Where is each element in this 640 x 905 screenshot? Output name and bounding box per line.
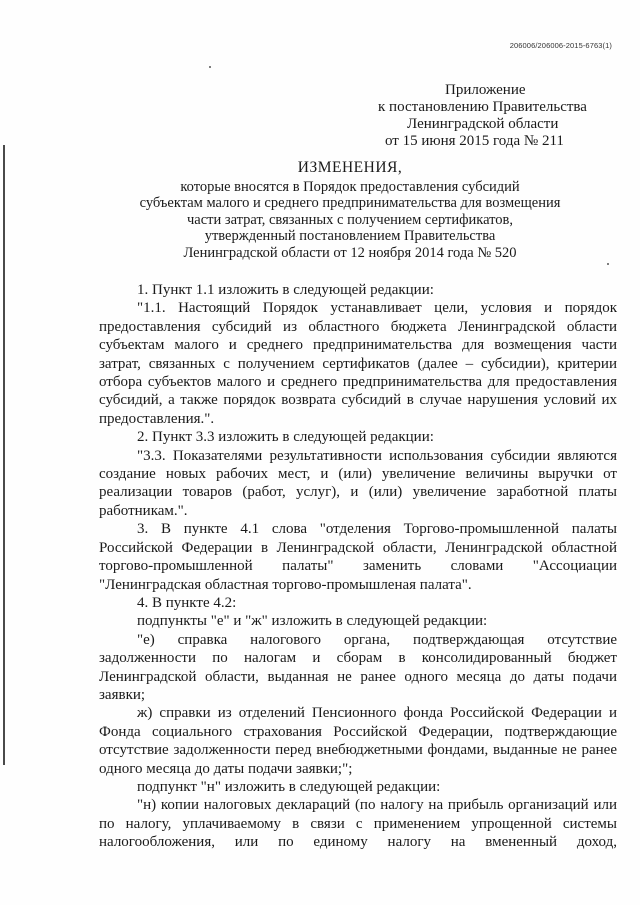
document-body — [99, 281, 617, 852]
subtitle-line: утвержденный постановлением Правительства — [204, 228, 496, 245]
appendix-line: Приложение — [445, 82, 526, 98]
subtitle-line: части затрат, связанных с получением сертификатов, — [186, 211, 514, 228]
paragraph: "н) копии налоговых деклараций (по налогу на прибыль организаций или по налогу, уплачиваемому в связи с применением упрощенной системы налогообложения, или по единому налогу на вмененный доход, — [99, 797, 617, 851]
appendix-block — [377, 82, 617, 150]
document-id: 206006/206006-2015-6763(1) — [509, 41, 612, 50]
paragraph: подпункты "е" и "ж" изложить в следующей редакции: — [137, 613, 488, 630]
paragraph: "1.1. Настоящий Порядок устанавливает цели, условия и порядок предоставления субсидий из областного бюджета Ленинградской области субъектам малого и среднего предпринимательства для возмещения части затрат, связанных с получением сертификатов (далее – субсидии), критерии отбора субъектов малого и среднего предпринимательства для предоставления субсидий, а также порядок возврата субсидий в случае нарушения условий их предоставления.". — [99, 300, 617, 427]
paragraph: подпункт "н" изложить в следующей редакции: — [137, 778, 441, 795]
paragraph: 3. В пункте 4.1 слова "отделения Торгово-промышленной палаты Российской Федерации в Ленинградской области, Ленинградской областной торгово-промышленной палаты" заменить словами "Ассоциации "Ленинградская областная торгово-промышленая палата". — [99, 521, 617, 593]
paragraph: 4. В пункте 4.2: — [137, 594, 237, 611]
subtitle-line: Ленинградской области от 12 ноября 2014 года № 520 — [183, 244, 517, 261]
subtitle-line: субъектам малого и среднего предпринимательства для возмещения — [139, 195, 561, 212]
scan-speck — [209, 66, 211, 68]
appendix-line: к постановлению Правительства — [378, 99, 587, 115]
paragraph: ж) справки из отделений Пенсионного фонда Российской Федерации и Фонда социального страхования Российской Федерации, подтверждающие отсутствие задолженности перед внебюджетными фондами, выданные не ранее одного месяца до даты подачи заявки;"; — [99, 705, 617, 777]
document-title: ИЗМЕНЕНИЯ, — [297, 159, 403, 176]
paragraph: "е) справка налогового органа, подтверждающая отсутствие задолженности по налогам и сборам в консолидированный бюджет Ленинградской области, выданная не ранее одного месяца до даты подачи заявки; — [99, 631, 617, 703]
scan-speck — [607, 263, 609, 265]
paragraph: 2. Пункт 3.3 изложить в следующей редакции: — [137, 429, 434, 446]
subtitle-line: которые вносятся в Порядок предоставления субсидий — [180, 178, 520, 195]
paragraph: "3.3. Показателями результативности использования субсидии являются создание новых рабочих мест, и (или) увеличение величины выручки от реализации товаров (работ, услуг), и (или) увеличение заработной платы работникам.". — [99, 447, 617, 519]
appendix-line: от 15 июня 2015 года № 211 — [385, 133, 564, 149]
title-block — [90, 160, 610, 262]
appendix-line: Ленинградской области — [407, 116, 559, 132]
paragraph: 1. Пункт 1.1 изложить в следующей редакции: — [137, 282, 434, 298]
scan-edge-mark — [3, 145, 5, 765]
